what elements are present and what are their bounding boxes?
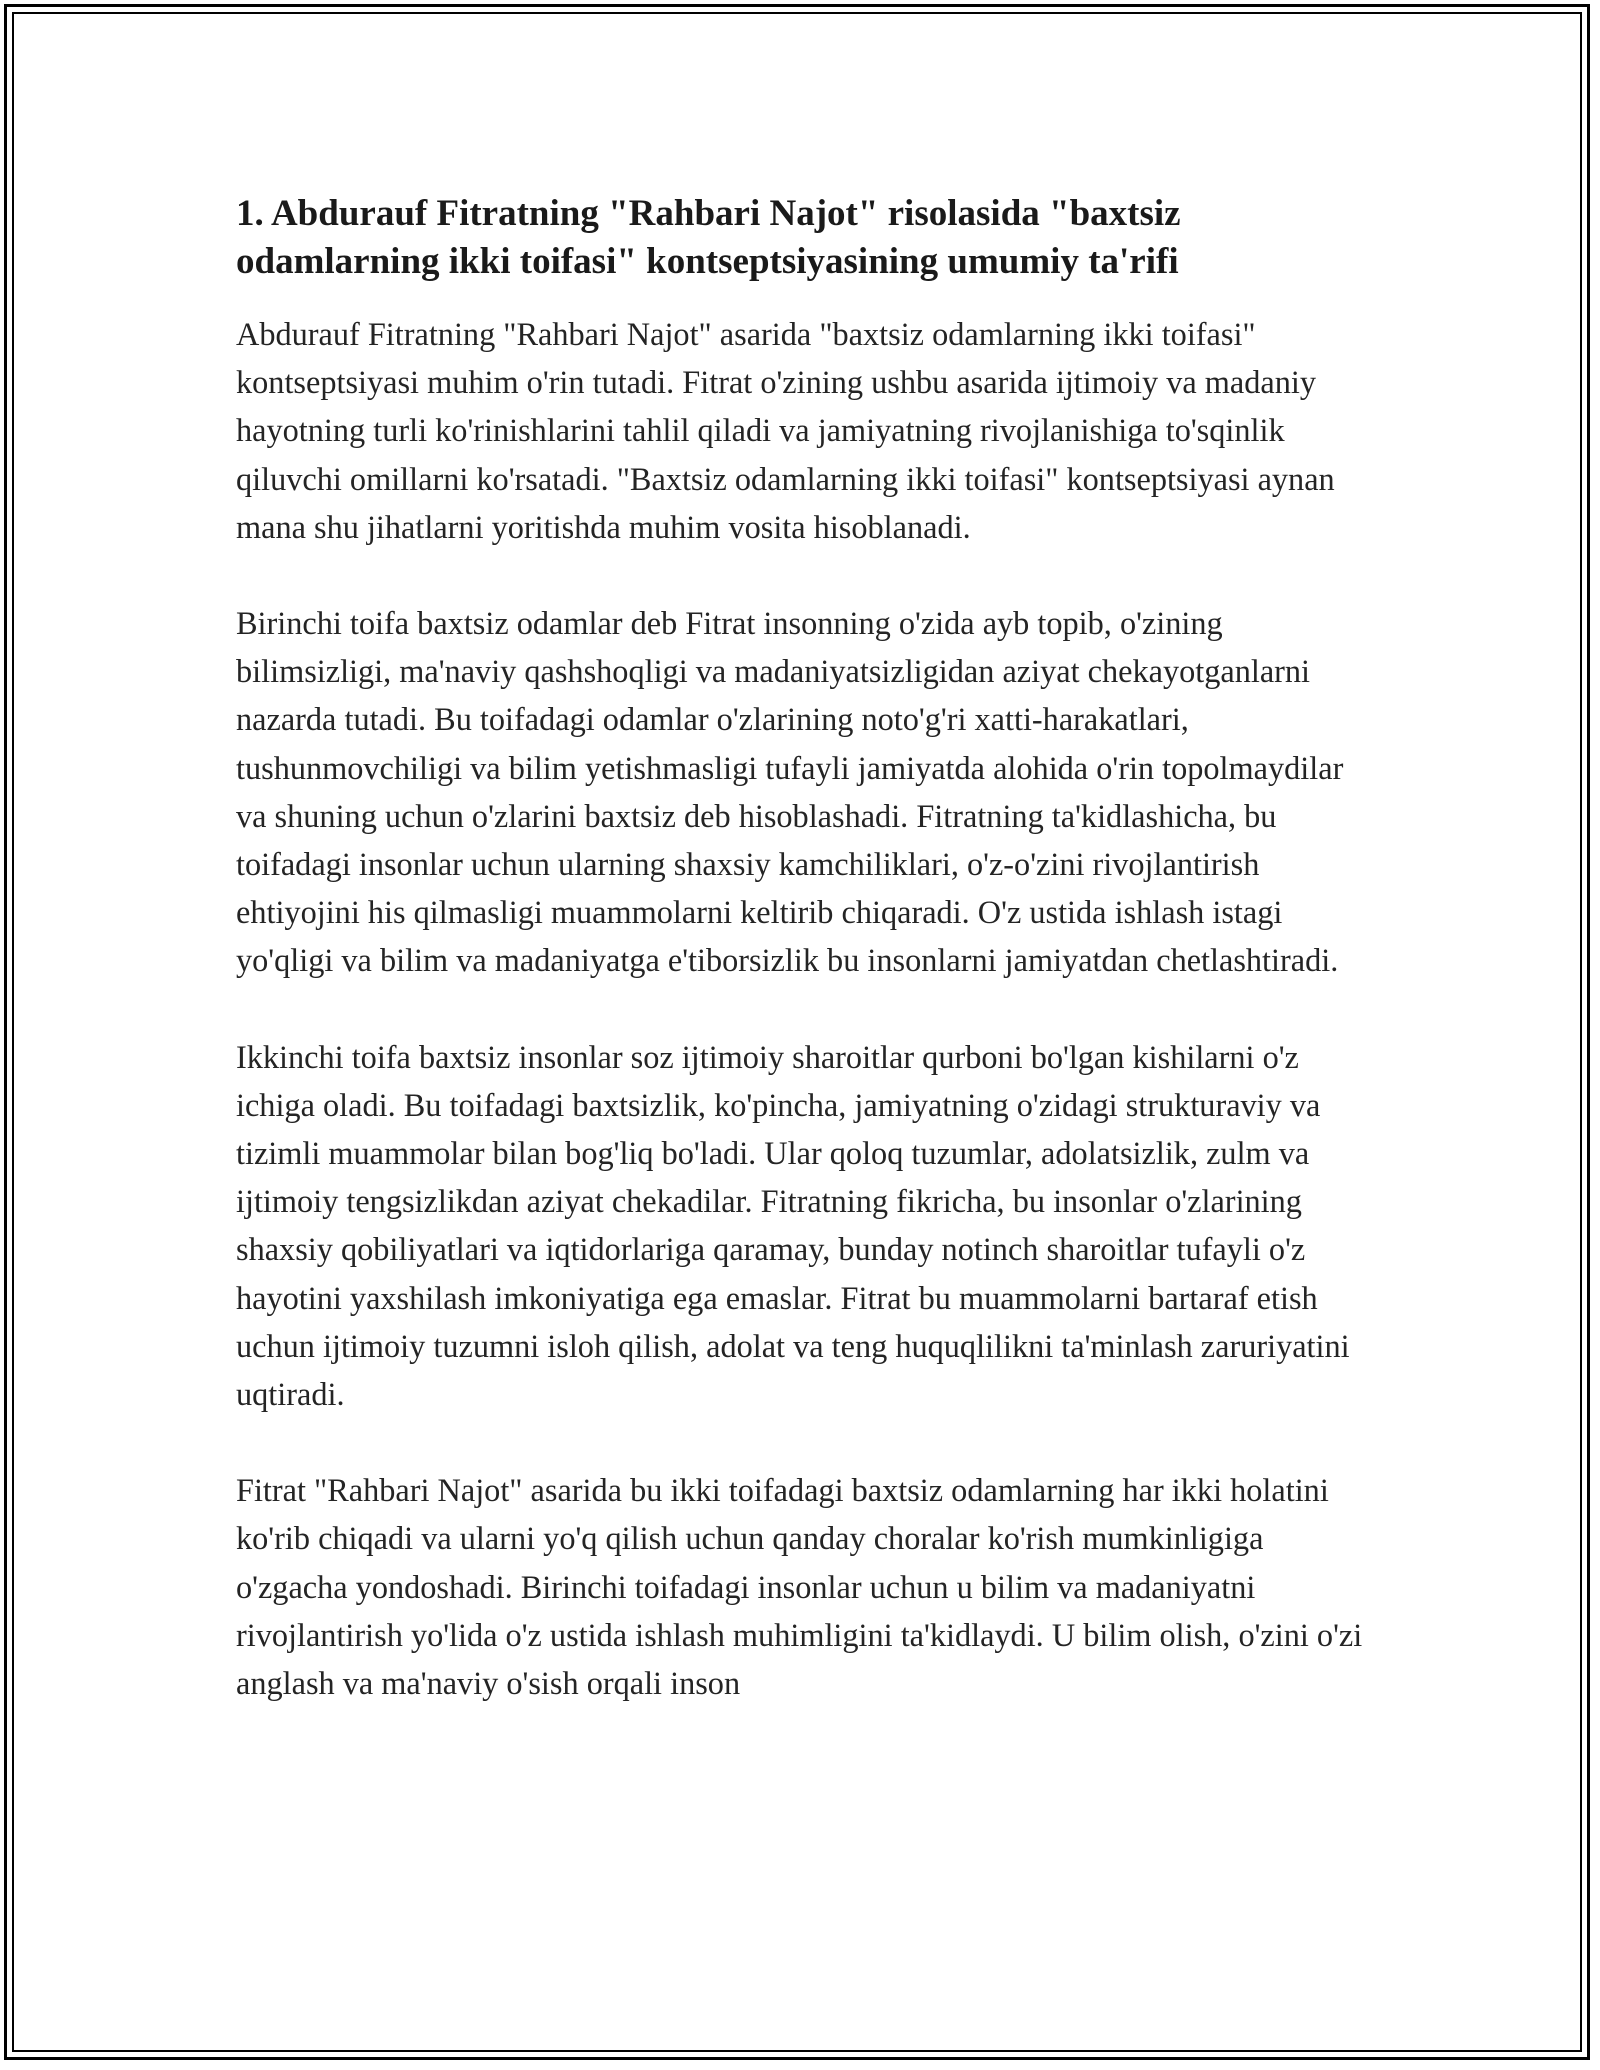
document-body <box>236 190 1364 1707</box>
paragraph-remedies: Fitrat "Rahbari Najot" asarida bu ikki toifadagi baxtsiz odamlarning har ikki holatini ko'rib chiqadi va ularni yo'q qilish uchun qanday choralar ko'rish mumkinligiga o'zgacha yondoshadi. Birinchi toifadagi insonlar uchun u bilim va madaniyatni rivojlantirish yo'lida o'z ustida ishlash muhimligini ta'kidlaydi. U bilim olish, o'zini o'zi anglash va ma'naviy o'sish orqali inson <box>236 1472 1363 1702</box>
paragraph-second-category: Ikkinchi toifa baxtsiz insonlar soz ijtimoiy sharoitlar qurboni bo'lgan kishilarni o'z ichiga oladi. Bu toifadagi baxtsizlik, ko'pincha, jamiyatning o'zidagi strukturaviy va tizimli muammolar bilan bog'liq bo'ladi. Ular qoloq tuzumlar, adolatsizlik, zulm va ijtimoiy tengsizlikdan aziyat chekadilar. Fitratning fikricha, bu insonlar o'zlarining shaxsiy qobiliyatlari va iqtidorlariga qaramay, bunday notinch sharoitlar tufayli o'z hayotini yaxshilash imkoniyatiga ega emaslar. Fitrat bu muammolarni bartaraf etish uchun ijtimoiy tuzumni isloh qilish, adolat va teng huquqlilikni ta'minlash zaruriyatini uqtiradi. <box>236 1038 1350 1413</box>
paragraph-first-category: Birinchi toifa baxtsiz odamlar deb Fitrat insonning o'zida ayb topib, o'zining bilimsizligi, ma'naviy qashshoqligi va madaniyatsizligidan aziyat chekayotganlarni nazarda tutadi. Bu toifadagi odamlar o'zlarining noto'g'ri xatti-harakatlari, tushunmovchiligi va bilim yetishmasligi tufayli jamiyatda alohida o'rin topolmaydilar va shuning uchun o'zlarini baxtsiz deb hisoblashadi. Fitratning ta'kidlashicha, bu toifadagi insonlar uchun ularning shaxsiy kamchiliklari, o'z-o'zini rivojlantirish ehtiyojini his qilmasligi muammolarni keltirib chiqaradi. O'z ustida ishlash istagi yo'qligi va bilim va madaniyatga e'tiborsizlik bu insonlarni jamiyatdan chetlashtiradi. <box>236 605 1344 979</box>
paragraph-intro: Abdurauf Fitratning "Rahbari Najot" asarida "baxtsiz odamlarning ikki toifasi" kontseptsiyasi muhim o'rin tutadi. Fitrat o'zining ushbu asarida ijtimoiy va madaniy hayotning turli ko'rinishlarini tahlil qiladi va jamiyatning rivojlanishiga to'sqinlik qiluvchi omillarni ko'rsatadi. "Baxtsiz odamlarning ikki toifasi" kontseptsiyasi aynan mana shu jihatlarni yoritishda muhim vosita hisoblanadi. <box>236 316 1335 545</box>
document-title: 1. Abdurauf Fitratning "Rahbari Najot" risolasida "baxtsiz odamlarning ikki toifasi" kontseptsiyasining umumiy ta'rifi <box>236 193 1181 282</box>
